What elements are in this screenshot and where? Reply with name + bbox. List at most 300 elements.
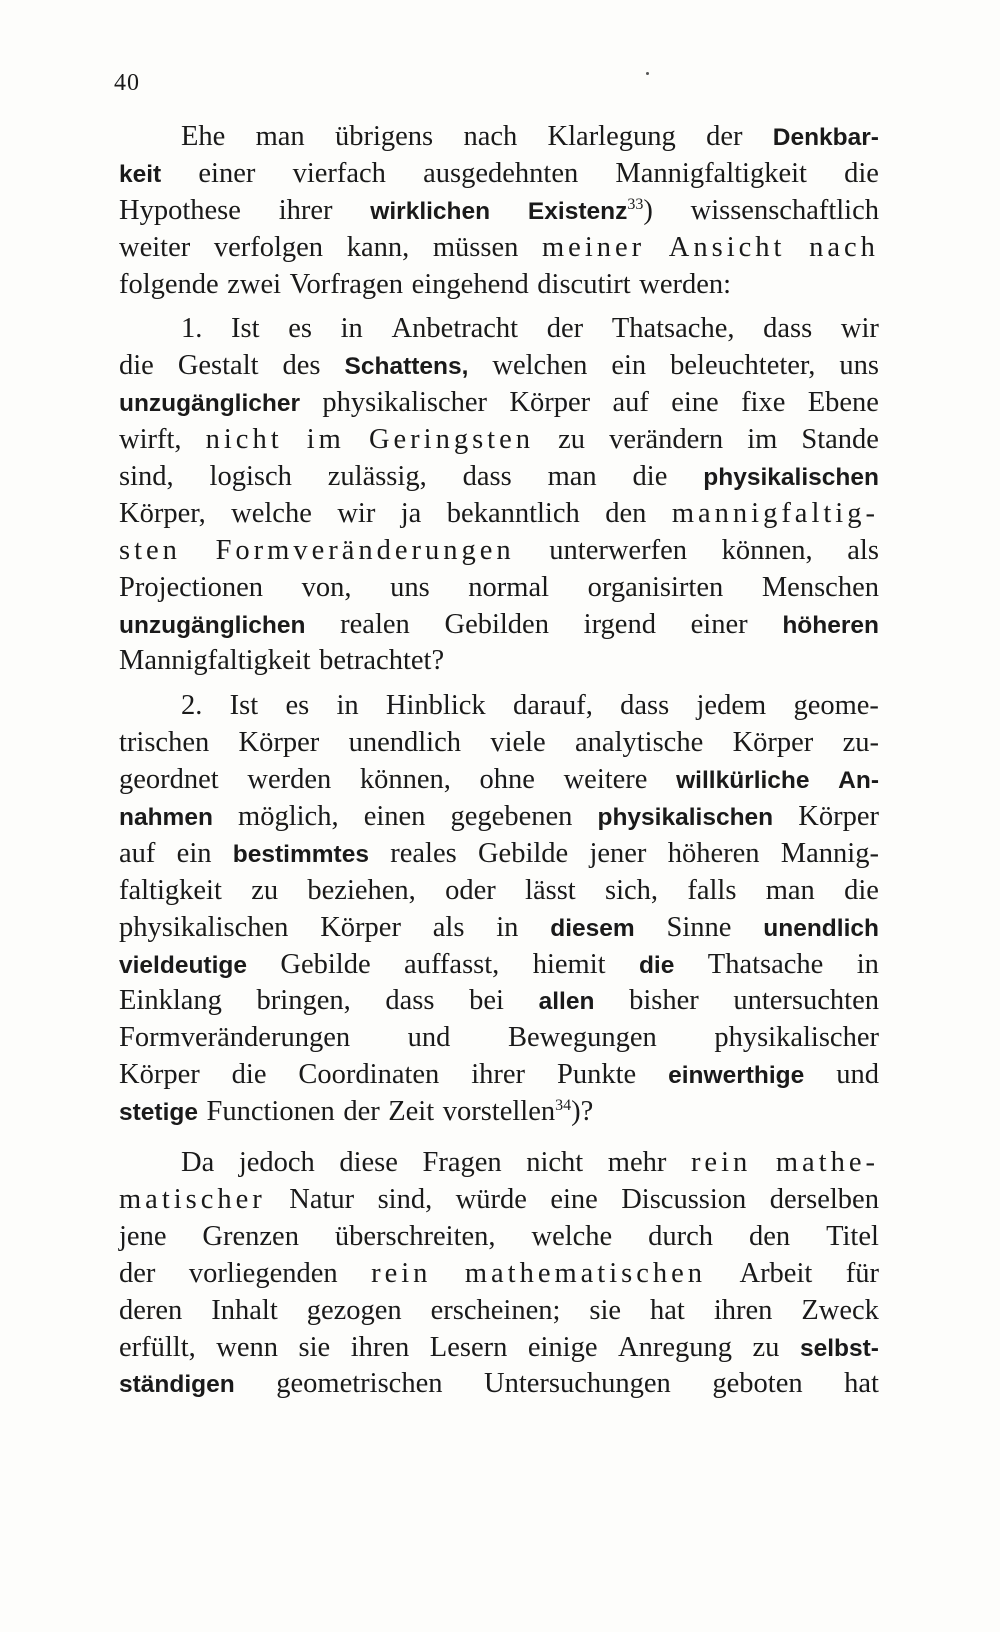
word: sten	[119, 534, 181, 566]
word: discutirt	[537, 268, 631, 300]
word: selbst-	[799, 1334, 879, 1362]
word: logisch	[209, 461, 292, 493]
word: Lesern	[429, 1331, 508, 1363]
word-group	[557, 1057, 636, 1094]
word-group	[733, 983, 879, 1020]
word: Functionen	[206, 1096, 335, 1128]
word-group	[650, 1293, 685, 1330]
text-line	[119, 1219, 879, 1256]
word-group	[216, 533, 515, 570]
word-group	[257, 983, 351, 1020]
word-group	[763, 910, 879, 947]
word: des	[282, 350, 321, 382]
word-group	[288, 311, 312, 348]
word-group	[378, 1182, 433, 1219]
word: zu	[752, 1331, 780, 1363]
word-group	[847, 533, 879, 570]
word: physikalischen	[119, 911, 289, 943]
word: geboten	[712, 1368, 803, 1400]
word: sie	[298, 1331, 331, 1363]
word: hat	[844, 1368, 879, 1400]
word-group	[670, 348, 815, 385]
word-group	[207, 1094, 335, 1131]
word-group	[445, 873, 496, 910]
word-group	[490, 725, 545, 762]
word-group	[351, 1330, 410, 1367]
word-group	[839, 348, 879, 385]
word-group	[533, 947, 606, 984]
print-speck	[646, 72, 649, 75]
word-group	[119, 230, 190, 267]
word-group	[639, 267, 731, 304]
word-group	[119, 459, 174, 496]
word: geometrischen	[276, 1368, 443, 1400]
word: Ist	[231, 313, 260, 345]
word-group	[119, 725, 209, 762]
word-group	[181, 1145, 214, 1182]
word-group	[749, 1219, 790, 1256]
word-group	[119, 1094, 198, 1131]
word-group	[480, 762, 535, 799]
word: Körper	[509, 387, 591, 419]
word-group	[844, 1366, 879, 1403]
word: wenn	[216, 1331, 279, 1363]
word-group	[739, 1256, 812, 1293]
word-group	[456, 1182, 527, 1219]
word: ihren	[350, 1331, 410, 1363]
word-group	[119, 193, 241, 230]
word-group	[781, 836, 879, 873]
word: Formveränderungen	[119, 1022, 351, 1054]
word-group	[526, 1145, 583, 1182]
word: organisirten	[587, 571, 724, 603]
word-group	[589, 836, 646, 873]
word-group	[345, 348, 469, 385]
word-group	[302, 570, 352, 607]
word: Bewegungen	[507, 1022, 657, 1054]
word: 2.	[181, 690, 203, 722]
word: Formveränderungen	[215, 534, 515, 566]
word-group	[513, 688, 593, 725]
word: können,	[359, 764, 451, 796]
word-group	[542, 230, 645, 267]
word: welchen	[492, 350, 588, 382]
word: ja	[400, 497, 422, 529]
word: die	[119, 350, 154, 382]
word: beleuchteter,	[670, 350, 816, 382]
paragraph	[119, 311, 879, 680]
word: Menschen	[761, 571, 879, 603]
word: einen	[363, 801, 426, 833]
word-group	[433, 910, 465, 947]
word-group	[181, 119, 225, 156]
word: unendlich	[348, 727, 461, 759]
word: weiter	[119, 231, 191, 263]
word-group	[119, 156, 161, 193]
word: man	[765, 874, 815, 906]
word: untersuchten	[733, 985, 879, 1017]
word: kann,	[346, 231, 410, 263]
word: mehr	[607, 1147, 667, 1179]
word: lässt	[525, 874, 576, 906]
text-line	[119, 607, 879, 644]
word: Anbetracht	[391, 313, 519, 345]
text-line	[119, 725, 879, 762]
word: Existenz	[527, 197, 628, 225]
word: jedem	[696, 690, 767, 722]
word-group	[668, 1057, 804, 1094]
word-group	[371, 1256, 431, 1293]
text-line	[119, 799, 879, 836]
word: Gebilde	[280, 948, 371, 980]
word: welche	[531, 1220, 613, 1252]
text-line	[119, 311, 879, 348]
word: man	[255, 121, 305, 152]
word: wirklichen	[370, 197, 491, 225]
word: einwerthige	[668, 1062, 805, 1090]
word-group	[119, 1057, 200, 1094]
word: zu	[558, 424, 586, 456]
word: Anregung	[618, 1331, 732, 1363]
word: ständigen	[119, 1371, 235, 1399]
word-group	[280, 947, 370, 984]
word: verfolgen	[213, 231, 324, 263]
word: wir	[337, 497, 376, 529]
word: analytische	[575, 727, 704, 759]
word-group	[298, 1057, 439, 1094]
word: können,	[721, 534, 813, 566]
word: diese	[339, 1147, 398, 1179]
word-group	[430, 1330, 508, 1367]
word: müssen	[432, 231, 519, 263]
word-group	[708, 947, 824, 984]
word-group	[119, 873, 222, 910]
word: bisher	[629, 985, 699, 1017]
word-group	[227, 267, 281, 304]
word: dass	[620, 690, 670, 722]
word-group	[231, 496, 312, 533]
word: einige	[527, 1331, 598, 1363]
word: als	[432, 911, 465, 943]
word-group	[844, 156, 879, 193]
word: Thatsache	[707, 948, 824, 980]
word-group	[703, 459, 879, 496]
word-group	[770, 1182, 879, 1219]
word: sind,	[119, 461, 174, 493]
word: vierfach	[292, 157, 386, 189]
word-group	[671, 385, 718, 422]
word: Klarlegung	[547, 121, 676, 152]
word: der	[546, 313, 584, 345]
word-group	[496, 910, 518, 947]
word: nach	[463, 121, 518, 152]
word-group	[214, 230, 323, 267]
word-group	[119, 1256, 155, 1293]
word-group	[706, 119, 742, 156]
word: überschreiten,	[334, 1220, 496, 1252]
word: Körper	[119, 1059, 200, 1091]
word: Vorfragen	[289, 268, 404, 300]
word-group	[793, 688, 878, 725]
word: physikalischer	[322, 387, 488, 419]
word-group	[605, 873, 658, 910]
word-group	[564, 762, 648, 799]
word-group	[423, 1145, 502, 1182]
word: gegebenen	[450, 801, 573, 833]
word: werden	[247, 764, 332, 796]
word: durch	[648, 1220, 714, 1252]
word: faltigkeit	[119, 874, 222, 906]
word: Da	[181, 1147, 215, 1179]
word-group	[299, 1330, 331, 1367]
word-group	[178, 348, 259, 385]
word: willkürliche	[676, 767, 810, 795]
paragraph-gap	[119, 303, 879, 311]
word-group	[423, 156, 578, 193]
word: Coordinaten	[298, 1059, 440, 1091]
word-group	[119, 983, 222, 1020]
word-group	[336, 688, 358, 725]
word-group	[782, 607, 879, 644]
word-group	[548, 459, 597, 496]
word: Schattens,	[344, 353, 469, 381]
word: bekanntlich	[446, 497, 580, 529]
word: Ist	[229, 690, 259, 722]
word: rein	[690, 1147, 752, 1179]
word-group	[337, 496, 375, 533]
word: von,	[301, 571, 352, 603]
word-group	[691, 607, 748, 644]
word-group	[119, 947, 247, 984]
word: fixe	[741, 387, 786, 419]
word: Körper	[732, 727, 814, 759]
word: Projectionen	[119, 571, 264, 603]
word: Ansicht	[668, 231, 786, 263]
word-group	[612, 385, 648, 422]
text-line	[119, 688, 879, 725]
word-group	[335, 119, 433, 156]
word: den	[605, 497, 647, 529]
word: als	[847, 534, 879, 566]
word: unterwerfen	[549, 534, 687, 566]
word-group	[846, 1256, 879, 1293]
word-group	[369, 422, 534, 459]
word-group	[762, 570, 879, 607]
word: Titel	[826, 1220, 879, 1252]
word-group	[347, 230, 410, 267]
word-group	[119, 533, 181, 570]
word: allen	[538, 988, 595, 1016]
word: Körper	[238, 727, 320, 759]
word-group	[492, 348, 587, 385]
word: ein	[176, 837, 212, 869]
word: An-	[838, 767, 879, 795]
word-group	[119, 762, 219, 799]
word-group	[293, 156, 386, 193]
word-group	[525, 873, 576, 910]
word-group	[550, 910, 634, 947]
paragraph-gap	[119, 1131, 879, 1145]
word-group	[307, 873, 415, 910]
word: eingehend	[411, 268, 529, 300]
word-group	[633, 459, 668, 496]
word-group	[343, 1094, 379, 1131]
word: auf	[612, 387, 649, 419]
word: der	[119, 1257, 156, 1289]
word-group	[800, 1330, 879, 1367]
word: uns	[839, 350, 879, 382]
word: höheren	[782, 611, 879, 639]
word: eine	[550, 1183, 598, 1215]
paragraph-gap	[119, 680, 879, 688]
word: in	[340, 313, 363, 345]
word-group	[508, 1020, 657, 1057]
word: unendlich	[763, 914, 879, 942]
word-group	[232, 1057, 267, 1094]
word-group	[119, 799, 213, 836]
word: bringen,	[256, 985, 351, 1017]
word-group	[443, 1094, 594, 1131]
word: möglich,	[238, 801, 339, 833]
text-line	[119, 910, 879, 947]
word-group	[733, 725, 814, 762]
word-group	[385, 983, 434, 1020]
word-group	[119, 1366, 235, 1403]
word-group	[181, 688, 202, 725]
word: die	[632, 461, 668, 493]
word: Thatsache,	[611, 313, 735, 345]
word-group	[319, 643, 444, 680]
word-group	[283, 348, 321, 385]
word-group	[605, 496, 646, 533]
word: Denkbar-	[772, 124, 879, 151]
word-group	[339, 1145, 398, 1182]
word-group	[537, 267, 630, 304]
text-line	[119, 1366, 879, 1403]
word-group	[697, 688, 767, 725]
word-group	[276, 1366, 442, 1403]
word-group	[801, 422, 879, 459]
word: wissenschaftlich	[690, 194, 879, 226]
word-group	[206, 422, 283, 459]
word: werden:	[639, 268, 732, 300]
word-group	[202, 1219, 299, 1256]
word: )?	[571, 1096, 594, 1128]
word: die	[231, 1059, 267, 1091]
word-group	[801, 1293, 879, 1330]
word: Mannigfaltigkeit	[615, 157, 807, 189]
word-group	[444, 607, 548, 644]
word-group	[238, 799, 339, 836]
word: Fragen	[422, 1147, 502, 1179]
word-group	[528, 1330, 598, 1367]
word: Gebilde	[477, 837, 569, 869]
text-line	[119, 385, 879, 422]
word-group	[589, 1293, 621, 1330]
word: der	[706, 121, 743, 152]
word: keit	[119, 160, 162, 188]
word: zwei	[227, 268, 282, 300]
word: es	[288, 313, 312, 345]
text-line	[119, 1057, 879, 1094]
word: mathe-	[775, 1147, 879, 1179]
text-line	[119, 422, 879, 459]
word: es	[285, 690, 310, 722]
word-group	[335, 1219, 496, 1256]
word-group	[575, 725, 703, 762]
text-line	[119, 570, 879, 607]
word: welche	[231, 497, 312, 529]
word: uns	[390, 571, 430, 603]
word: erfüllt,	[119, 1331, 196, 1363]
word-group	[469, 983, 504, 1020]
word-group	[349, 725, 461, 762]
word-group	[808, 385, 879, 422]
text-line	[119, 1293, 879, 1330]
body-text	[119, 119, 879, 1403]
word: deren	[119, 1294, 183, 1326]
word-group	[509, 385, 590, 422]
word: in	[496, 911, 519, 943]
word: weitere	[563, 764, 648, 796]
word-group	[648, 1219, 713, 1256]
word: stetige	[119, 1099, 198, 1127]
word: geordnet	[119, 764, 219, 796]
word: Ehe	[181, 121, 226, 152]
word: hiemit	[532, 948, 606, 980]
footnote-marker: 33	[627, 195, 644, 213]
word: derselben	[769, 1183, 879, 1215]
text-line	[119, 193, 879, 230]
word-group	[597, 799, 773, 836]
word-group	[181, 311, 202, 348]
text-line	[119, 873, 879, 910]
word-group	[621, 1182, 746, 1219]
word-group	[404, 947, 499, 984]
word: matischer	[119, 1183, 266, 1215]
text-line	[119, 533, 879, 570]
word: )	[643, 194, 653, 226]
word: ihren	[713, 1294, 773, 1326]
word-group	[401, 496, 422, 533]
word: meiner	[542, 231, 646, 263]
word: viele	[490, 727, 546, 759]
word-group	[198, 156, 255, 193]
text-line	[119, 1330, 879, 1367]
word: nahmen	[119, 804, 213, 832]
word: physikalischen	[597, 804, 774, 832]
word: beziehen,	[307, 874, 416, 906]
word: sich,	[605, 874, 659, 906]
word-group	[431, 1293, 561, 1330]
word: Zeit	[388, 1096, 435, 1128]
word: Gestalt	[177, 350, 259, 382]
word: einer	[690, 608, 748, 640]
word-group	[528, 193, 653, 230]
word: dass	[385, 985, 435, 1017]
word-group	[340, 607, 410, 644]
word: einer	[198, 157, 256, 189]
word: in	[336, 690, 359, 722]
word: sind,	[377, 1183, 433, 1215]
word: dass	[763, 313, 813, 345]
word-group	[119, 1182, 266, 1219]
word-group	[549, 533, 687, 570]
word: Körper	[798, 801, 879, 833]
word-group	[763, 311, 812, 348]
text-line	[119, 1182, 879, 1219]
word-group	[618, 1330, 732, 1367]
